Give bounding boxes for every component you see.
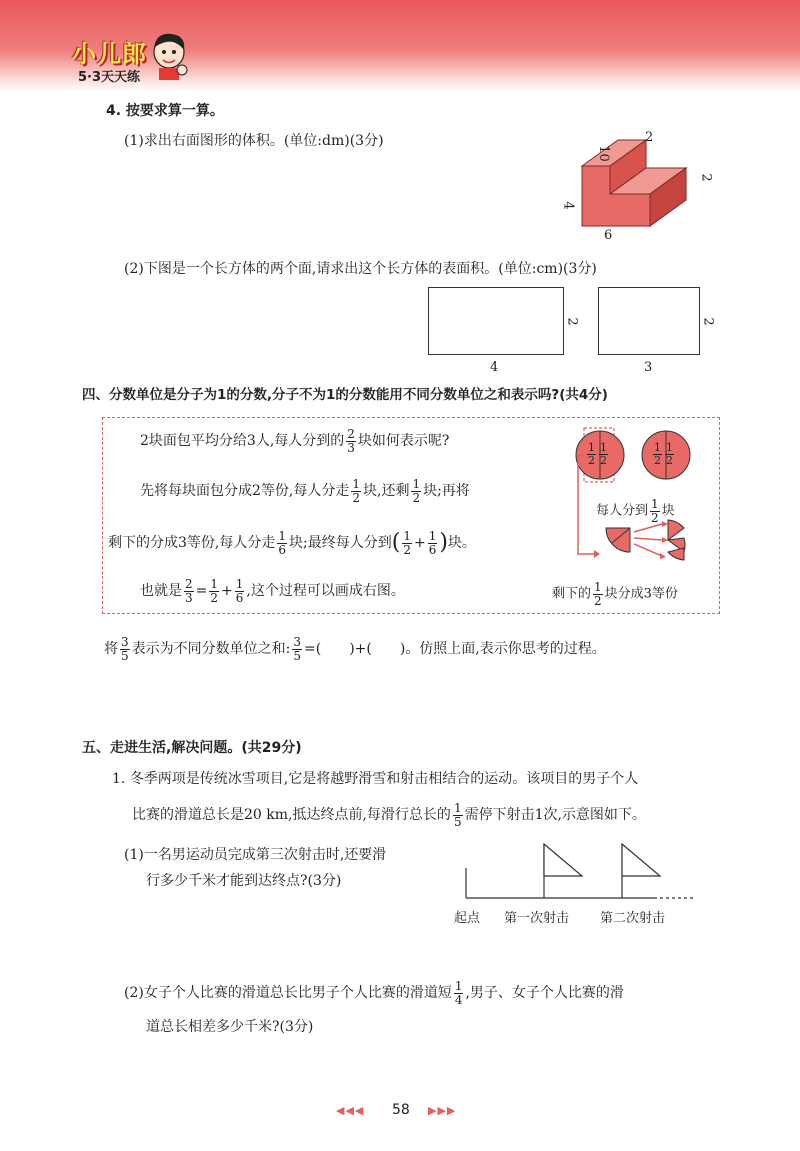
- page-number: 58: [392, 1102, 410, 1118]
- face2-height-label: 2: [700, 317, 716, 326]
- section5-q1-line2: 比赛的滑道总长是20 km,抵达终点前,每滑行总长的 $\frac{1}{5}$ 需停下射击1次,示意图如下。: [132, 801, 646, 829]
- text-span: 块如何表示呢?: [357, 433, 450, 450]
- section4-title: 四、分数单位是分子为1的分数,分子不为1的分数能用不同分数单位之和表示吗?(共4分): [82, 387, 608, 403]
- section4-task: 将 $\frac{3}{5}$ 表示为不同分数单位之和: $\frac{3}{5}$ =( )+( )。仿照上面,表示你思考的过程。: [104, 635, 606, 663]
- track-label-first-shot: 第一次射击: [504, 911, 570, 926]
- ski-track-diagram: [464, 838, 696, 910]
- track-label-start: 起点: [454, 911, 481, 926]
- example-line-4: 也就是 $\frac{2}{3}$ = $\frac{1}{2}$ + $\frac{1}{6}$ ,这个过程可以画成右图。: [140, 577, 405, 605]
- mascot-icon: [146, 28, 192, 82]
- solid-label-top: 2: [645, 130, 654, 145]
- example-line-3: 剩下的分成3等份,每人分走 $\frac{1}{6}$ 块;最终每人分到( $\frac{1}{2}$ + $\frac{1}{6}$ )块。: [108, 529, 476, 557]
- bread-half-label: $\frac{1}{2}$ $\frac{1}{2}$: [654, 441, 673, 467]
- face1-width-label: 4: [490, 360, 499, 375]
- solid-label-height: 4: [560, 201, 576, 210]
- solid-label-bottom: 6: [604, 228, 613, 243]
- solid-label-side: 2: [698, 173, 714, 182]
- example-line-2: 先将每块面包分成2等份,每人分走 $\frac{1}{2}$ 块,还剩 $\frac{1}{2}$ 块;再将: [140, 477, 470, 505]
- figure-caption-1: 每人分到 $\frac{1}{2}$ 块: [596, 497, 675, 525]
- face-rectangle-1: [428, 287, 564, 355]
- section5-title: 五、走进生活,解决问题。(共29分): [82, 740, 302, 756]
- q4-part1: (1)求出右面图形的体积。(单位:dm)(3分): [124, 133, 384, 149]
- section5-p1-line2: 行多少千米才能到达终点?(3分): [146, 873, 342, 889]
- face2-width-label: 3: [644, 360, 653, 375]
- section5-p2-line2: 道总长相差多少千米?(3分): [146, 1019, 314, 1035]
- section5-p2-line1: (2)女子个人比赛的滑道总长比男子个人比赛的滑道短 $\frac{1}{4}$ ,男子、女子个人比赛的滑: [124, 979, 624, 1007]
- section5-q1-line1: 1. 冬季两项是传统冰雪项目,它是将越野滑雪和射击相结合的运动。该项目的男子个人: [112, 771, 639, 787]
- example-line-1: [140, 428, 449, 454]
- bread-half-label: $\frac{1}{2}$ $\frac{1}{2}$: [588, 441, 607, 467]
- face-rectangle-2: [598, 287, 700, 355]
- logo-title: 小儿郎: [72, 40, 147, 68]
- section5-p1-line1: (1)一名男运动员完成第三次射击时,还要滑: [124, 847, 387, 863]
- page-left-arrows-icon: ◀◀◀: [336, 1104, 365, 1117]
- logo-subtitle: 5·3天天练: [78, 70, 141, 85]
- q4-part2: (2)下图是一个长方体的两个面,请求出这个长方体的表面积。(单位:cm)(3分): [124, 261, 597, 277]
- face1-height-label: 2: [564, 317, 580, 326]
- text-span: 2块面包平均分给3人,每人分到的: [140, 433, 345, 450]
- track-label-second-shot: 第二次射击: [600, 911, 666, 926]
- page-right-arrows-icon: ▶▶▶: [428, 1104, 457, 1117]
- fraction-one-sixth: $\frac{1}{6}$: [278, 529, 286, 557]
- step-solid-figure: [560, 126, 720, 246]
- q4-title: 4. 按要求算一算。: [106, 103, 224, 119]
- fraction-one-half: $\frac{1}{2}$: [352, 477, 360, 505]
- figure-caption-2: 剩下的 $\frac{1}{2}$ 块分成3等份: [552, 580, 678, 608]
- solid-label-depth: 10: [595, 145, 611, 162]
- fraction-one-half: $\frac{1}{2}$: [412, 477, 421, 505]
- fraction-two-thirds: $\frac{2}{3}$: [347, 427, 355, 455]
